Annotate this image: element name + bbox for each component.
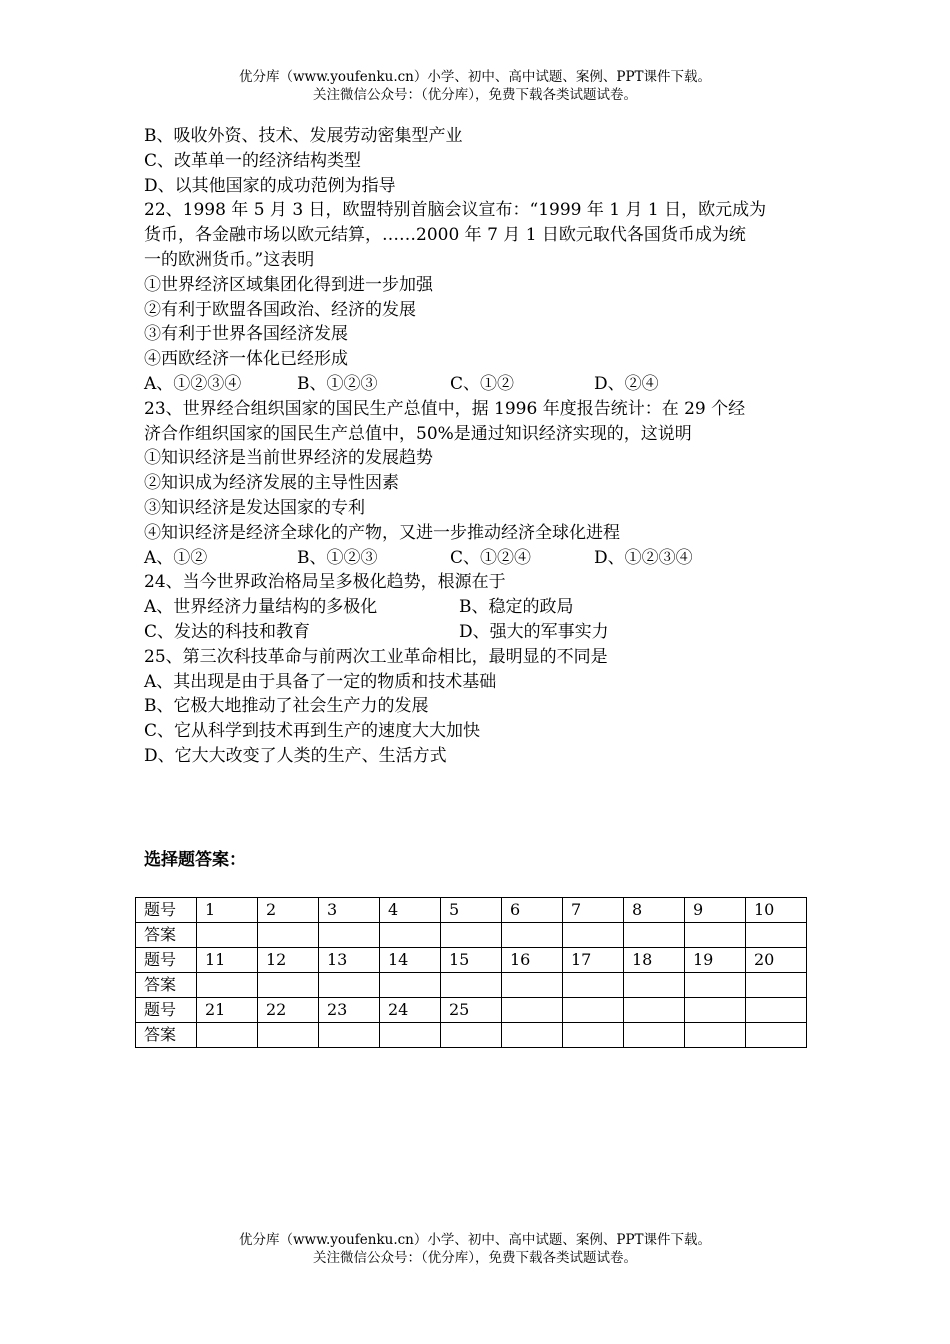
table-cell	[380, 973, 441, 998]
table-cell	[441, 923, 502, 948]
table-cell	[746, 998, 807, 1023]
table-row	[136, 948, 807, 973]
table-cell	[563, 998, 624, 1023]
table-cell	[563, 923, 624, 948]
table-cell	[258, 1023, 319, 1048]
q22-stem-line: 一的欧洲货币。”这表明	[144, 249, 315, 270]
table-cell: 4	[380, 898, 441, 923]
q23-item: ①知识经济是当前世界经济的发展趋势	[144, 448, 433, 469]
q22-stem-line: 货币，各金融市场以欧元结算，……2000 年 7 月 1 日欧元取代各国货币成为统	[144, 225, 746, 246]
q22-choices	[144, 372, 824, 397]
header-line-2: 关注微信公众号：（优分库），免费下载各类试题试卷。	[313, 87, 637, 103]
table-cell	[502, 923, 563, 948]
table-cell	[624, 1023, 685, 1048]
q23-choice-b: B、①②③	[297, 547, 378, 568]
table-cell: 17	[563, 948, 624, 973]
q24-choice-d: D、强大的军事实力	[459, 621, 609, 642]
table-cell: 22	[258, 998, 319, 1023]
table-cell	[319, 923, 380, 948]
footer-line-2: 关注微信公众号：（优分库），免费下载各类试题试卷。	[313, 1250, 637, 1266]
row-header-cell: 答案	[136, 973, 197, 998]
table-cell	[502, 998, 563, 1023]
q22-choice-a: A、①②③④	[144, 373, 242, 394]
q24-choices-row-2	[144, 620, 824, 645]
table-cell	[563, 1023, 624, 1048]
q22-choice-d: D、②④	[594, 373, 659, 394]
table-cell	[380, 1023, 441, 1048]
q23-stem-line: 23、世界经合组织国家的国民生产总值中，据 1996 年度报告统计：在 29 个经	[144, 398, 746, 419]
table-cell	[319, 973, 380, 998]
table-cell: 12	[258, 948, 319, 973]
row-header-cell: 题号	[136, 948, 197, 973]
table-cell	[624, 973, 685, 998]
table-cell: 21	[197, 998, 258, 1023]
table-cell	[258, 923, 319, 948]
table-cell: 1	[197, 898, 258, 923]
table-cell	[502, 973, 563, 998]
table-cell: 3	[319, 898, 380, 923]
table-cell: 5	[441, 898, 502, 923]
q25-stem: 25、第三次科技革命与前两次工业革命相比，最明显的不同是	[144, 646, 608, 667]
table-cell: 8	[624, 898, 685, 923]
page-header	[0, 68, 950, 104]
answer-section-title: 选择题答案：	[144, 850, 246, 870]
table-cell	[380, 923, 441, 948]
table-cell	[441, 973, 502, 998]
table-cell	[319, 1023, 380, 1048]
footer-line-1: 优分库（www.youfenku.cn）小学、初中、高中试题、案例、PPT课件下载。	[238, 1232, 712, 1248]
row-header-cell: 答案	[136, 923, 197, 948]
table-row	[136, 898, 807, 923]
row-header-cell: 题号	[136, 898, 197, 923]
q24-choices-row-1	[144, 595, 824, 620]
table-cell	[502, 1023, 563, 1048]
table-cell: 14	[380, 948, 441, 973]
table-cell: 10	[746, 898, 807, 923]
table-cell: 6	[502, 898, 563, 923]
table-cell: 25	[441, 998, 502, 1023]
q23-item: ②知识成为经济发展的主导性因素	[144, 473, 399, 494]
table-cell	[746, 923, 807, 948]
q22-item: ①世界经济区域集团化得到进一步加强	[144, 274, 433, 295]
q25-choice-d: D、它大大改变了人类的生产、生活方式	[144, 745, 447, 766]
q21-option-d: D、以其他国家的成功范例为指导	[144, 175, 396, 196]
q22-choice-c: C、①②	[450, 373, 515, 394]
q22-choice-b: B、①②③	[297, 373, 378, 394]
header-line-1: 优分库（www.youfenku.cn）小学、初中、高中试题、案例、PPT课件下载。	[238, 69, 712, 85]
table-cell: 24	[380, 998, 441, 1023]
q22-item: ④西欧经济一体化已经形成	[144, 349, 348, 370]
q23-choice-a: A、①②	[144, 547, 208, 568]
table-cell: 23	[319, 998, 380, 1023]
question-content	[144, 124, 824, 769]
table-cell	[197, 1023, 258, 1048]
table-cell: 19	[685, 948, 746, 973]
q24-stem: 24、当今世界政治格局呈多极化趋势，根源在于	[144, 572, 506, 593]
q22-item: ②有利于欧盟各国政治、经济的发展	[144, 299, 416, 320]
q21-option-b: B、吸收外资、技术、发展劳动密集型产业	[144, 126, 463, 146]
table-row	[136, 998, 807, 1023]
q23-item: ④知识经济是经济全球化的产物，又进一步推动经济全球化进程	[144, 522, 620, 543]
table-cell: 2	[258, 898, 319, 923]
q21-option-c: C、改革单一的经济结构类型	[144, 150, 362, 171]
table-cell	[197, 923, 258, 948]
q23-choice-d: D、①②③④	[594, 547, 693, 568]
table-cell: 18	[624, 948, 685, 973]
table-cell	[258, 973, 319, 998]
q25-choice-a: A、其出现是由于具备了一定的物质和技术基础	[144, 671, 497, 692]
table-cell	[746, 973, 807, 998]
row-header-cell: 答案	[136, 1023, 197, 1048]
q23-choices	[144, 546, 824, 571]
table-row	[136, 973, 807, 998]
q22-stem-line: 22、1998 年 5 月 3 日，欧盟特别首脑会议宣布：“1999 年 1 月 1 日，欧元成为	[144, 200, 767, 221]
row-header-cell: 题号	[136, 998, 197, 1023]
q23-item: ③知识经济是发达国家的专利	[144, 497, 365, 518]
table-cell: 7	[563, 898, 624, 923]
table-cell	[746, 1023, 807, 1048]
answer-table	[135, 897, 807, 1048]
table-cell	[563, 973, 624, 998]
q25-choice-c: C、它从科学到技术再到生产的速度大大加快	[144, 721, 481, 742]
table-cell: 15	[441, 948, 502, 973]
q24-choice-b: B、稳定的政局	[459, 597, 574, 618]
table-cell	[624, 923, 685, 948]
table-cell	[441, 1023, 502, 1048]
table-cell: 11	[197, 948, 258, 973]
table-cell	[685, 1023, 746, 1048]
page-footer	[0, 1231, 950, 1267]
q22-item: ③有利于世界各国经济发展	[144, 324, 348, 345]
table-cell	[685, 998, 746, 1023]
table-cell: 13	[319, 948, 380, 973]
table-cell: 9	[685, 898, 746, 923]
table-cell	[197, 973, 258, 998]
table-cell	[685, 973, 746, 998]
q25-choice-b: B、它极大地推动了社会生产力的发展	[144, 696, 429, 717]
q23-stem-line: 济合作组织国家的国民生产总值中，50%是通过知识经济实现的，这说明	[144, 423, 692, 444]
table-cell: 20	[746, 948, 807, 973]
table-cell	[624, 998, 685, 1023]
table-row	[136, 1023, 807, 1048]
table-cell	[685, 923, 746, 948]
table-row	[136, 923, 807, 948]
q24-choice-a: A、世界经济力量结构的多极化	[144, 597, 378, 618]
table-cell: 16	[502, 948, 563, 973]
q23-choice-c: C、①②④	[450, 547, 532, 568]
q24-choice-c: C、发达的科技和教育	[144, 621, 311, 642]
